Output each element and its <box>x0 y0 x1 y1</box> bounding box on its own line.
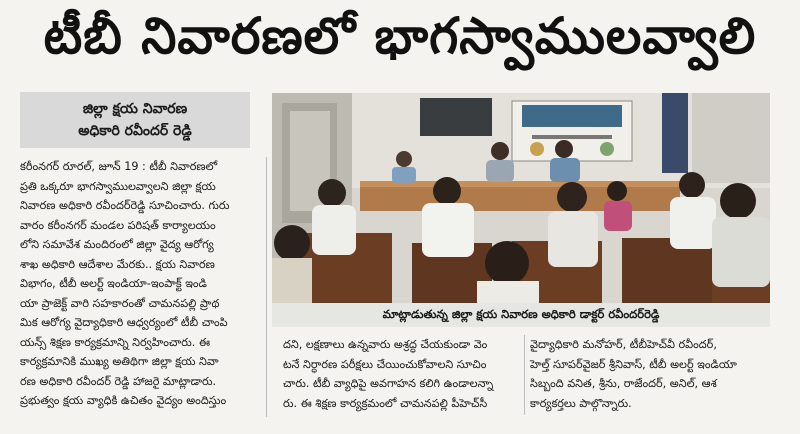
article-line: కరీంనగర్ రూరల్, జూన్ 19 : టీబీ నివారణలో <box>20 160 218 173</box>
article-line: లోని సమావేశ మందిరంలో జిల్లా వైద్య ఆరోగ్య <box>20 238 214 251</box>
article-line: మిక ఆరోగ్య వైద్యాధికారి ఆధ్వర్యంలో టీబీ చాంపి <box>20 316 228 329</box>
article-line: శాఖ అధికారి ఆదేశాల మేరకు.. క్షయ నివారణ <box>20 257 215 271</box>
article-line: యన్స్ శిక్షణ కార్యక్రమాన్ని నిర్వహించారు. ఈ <box>20 335 210 349</box>
article-line: నివారణ అధికారి రవీందర్‌రెడ్డి సూచించారు. గురు <box>20 199 230 212</box>
subheadline-box <box>20 92 250 148</box>
article-column-3 <box>530 335 770 413</box>
article-line: ప్రతి ఒక్కరూ భాగస్వాములవ్వాలని జిల్లా క్షయ <box>20 179 216 193</box>
subheadline-line-2: అధికారి రవీందర్ రెడ్డి <box>78 123 192 139</box>
article-column-2 <box>283 335 519 413</box>
article-line: వైద్యాధికారి మనోహర్, టీబీహెచ్‌వీ రవీందర్, <box>530 338 717 351</box>
article-line: సిబ్బంది వనిత, శ్రీను, రాజేందర్, అనిల్, ఆశ <box>530 377 717 390</box>
headline: టీబీ నివారణలో భాగస్వాములవ్వాలి <box>43 6 757 65</box>
article-line: ప్రభుత్వం క్షయ వ్యాధికి ఉచితం వైద్యం అందిస్తుం <box>20 394 227 407</box>
article-line: కార్యక్రమానికి ముఖ్య అతిథిగా జిల్లా క్షయ నివా <box>20 355 219 368</box>
article-column-1 <box>20 157 260 411</box>
article-line: చారు. టీబీ వ్యాధిపై అవగాహన కలిగి ఉండాలన్నా <box>283 377 494 390</box>
article-line: రు. ఈ శిక్షణ కార్యక్రమంలో చామనపల్లి పీహెచ్‌సీ <box>283 396 488 410</box>
meeting-photo-illustration <box>272 93 770 303</box>
article-line: కార్యకర్తలు పాల్గొన్నారు. <box>530 396 632 410</box>
column-divider <box>266 157 267 417</box>
article-line: దని, లక్షణాలు ఉన్నవారు అశ్రద్ధ చేయకుండా వెం <box>283 338 488 351</box>
subheadline-line-1: జిల్లా క్షయ నివారణ <box>82 101 188 117</box>
news-photo <box>272 93 770 303</box>
article-line: రణ అధికారి రవీందర్ రెడ్డి హాజరై మాట్లాడారు. <box>20 374 217 388</box>
article-line: వారం కరీంనగర్ మండల పరిషత్ కార్యాలయం <box>20 218 216 232</box>
article-line: హెల్త్ సూపర్‌వైజర్ శ్రీనివాస్, టీబీ అలర్ట్ ఇండియా <box>530 357 737 371</box>
column-divider <box>524 335 525 415</box>
article-line: టనే నిర్ధారణ పరీక్షలు చేయించుకోవాలని సూచిం <box>283 357 487 371</box>
article-line: యా ప్రాజెక్ట్ వారి సహకారంతో చామనపల్లి ప్రాథ <box>20 296 220 310</box>
photo-caption: మాట్లాడుతున్న జిల్లా క్షయ నివారణ అధికారి డాక్టర్ రవీందర్‌రెడ్డి <box>272 303 770 327</box>
article-line: విభాగం, టీబీ అలర్ట్ ఇండియా-ఇంపాక్ట్ ఇండి <box>20 277 207 290</box>
